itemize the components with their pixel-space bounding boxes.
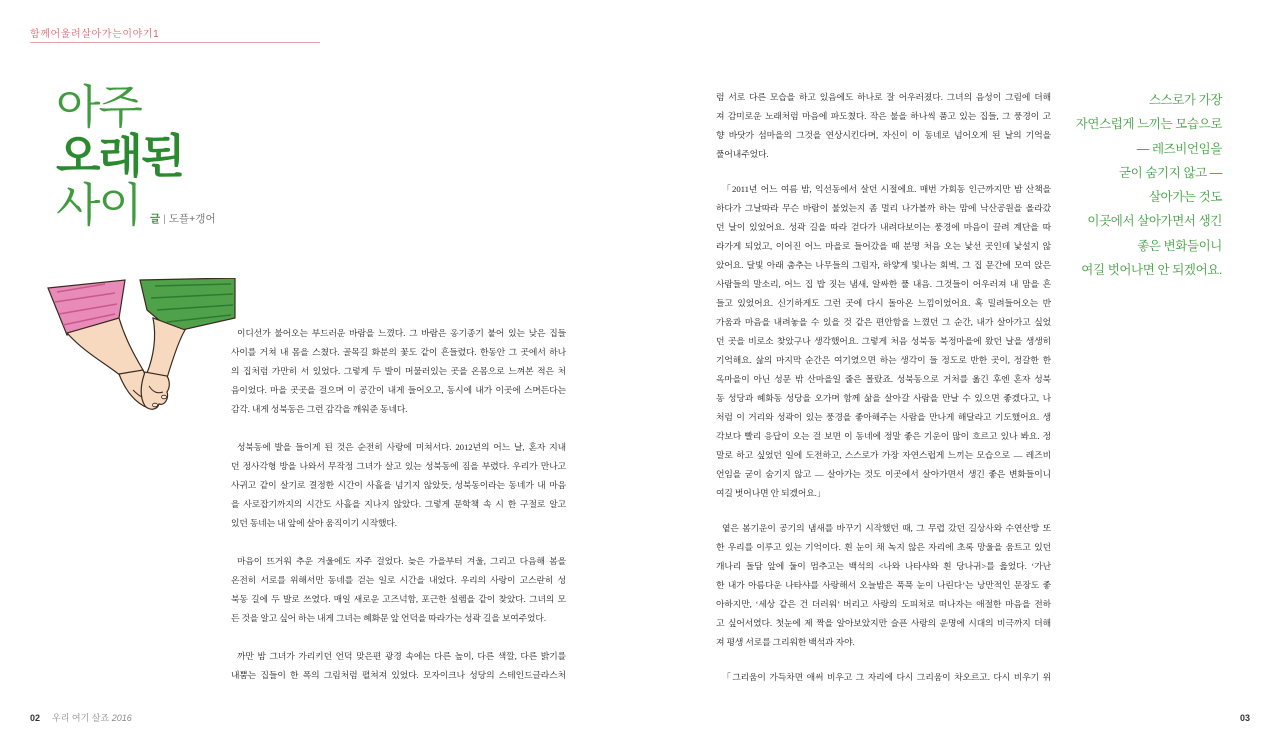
text-line: 있던 동네는 내 앞에 살아 움직이기 시작했다. — [231, 518, 397, 528]
paragraph — [716, 88, 1051, 164]
text-line: 마음이 뜨거워 추운 겨울에도 자주 걸었다. 늦은 가을부터 겨울, 그리고 다음해 봄을 — [237, 556, 566, 566]
text-line: 사귀고 같이 살기로 결정한 시간이 사흘을 넘기지 않았듯, 성북동이라는 동네가 내 마음 — [231, 480, 566, 490]
pull-quote — [1040, 88, 1222, 282]
publication-title: 우리 여기 살죠 — [52, 713, 110, 723]
text-line: 사람들의 말소리, 어느 집 밥 짓는 냄새, 알싸한 풀 내음. 그것들이 어우러져 내 맘을 흔 — [716, 279, 1051, 289]
text-line: 감각. 내게 성북동은 그런 감각을 깨워준 동네다. — [231, 404, 408, 414]
left-column — [231, 324, 566, 685]
text-line: 기억해요. 삶의 마지막 순간은 여기였으면 하는 생각이 들 정도로 반한 곳이, 정갈한 한 — [716, 355, 1051, 365]
text-line: 져 감미로운 노래처럼 마음에 파도쳤다. 작은 불을 하나씩 품고 있는 집들, 그 풍경이 고 — [716, 111, 1051, 121]
byline-separator: | — [163, 213, 166, 225]
text-line: 내뿜는 집들이 한 폭의 그림처럼 펼쳐져 있었다. 모자이크나 성당의 스테인드글라스처 — [231, 670, 566, 680]
text-line: 처럼 이 거리와 성곽이 있는 풍경을 좋아해주는 사람을 만나게 해달라고 기도했어요. 생 — [716, 412, 1051, 422]
linked-pinky-fingers-illustration — [45, 278, 240, 416]
text-line: 럼 서로 다른 모습을 하고 있음에도 하나로 잘 어우러졌다. 그녀의 음성이 그림에 더해 — [716, 92, 1051, 102]
section-label: 함께어울려살아가는이야기1 — [30, 29, 160, 40]
text-line: 음이었다. 마을 곳곳을 걸으며 이 공간이 내게 들어오고, 동시에 내가 이곳에 스며든다는 — [231, 385, 566, 395]
title-line-2: 오래된 — [56, 130, 184, 182]
byline — [150, 212, 216, 226]
paragraph — [231, 438, 566, 533]
title-line-1: 아주 — [56, 81, 141, 133]
byline-label: 글 — [150, 213, 161, 225]
pull-quote-line: 이곳에서 살아가면서 생긴 — [1087, 214, 1222, 229]
text-line: 든 것을 알고 싶어 하는 내게 그녀는 혜화문 앞 언덕을 따라가는 성곽 길을 보여주었다. — [231, 613, 546, 623]
text-line: 을 사로잡기까지의 시간도 사흘을 지나지 않았다. 그렇게 문학책 속 시 한 구절로 알고 — [231, 499, 566, 509]
pull-quote-line: 여길 벗어나면 안 되겠어요. — [1081, 263, 1222, 278]
pull-quote-line: 좋은 변화들이니 — [1137, 238, 1222, 253]
text-line: 「2011년 어느 여름 밤, 익선동에서 살던 시절에요. 매번 가회동 인근까지만 밤 산책을 — [722, 184, 1051, 194]
text-line: 았어요. 달빛 아래 춤추는 나무들의 그림자, 하얗게 빛나는 회벽, 그 집 문간에 모여 앉은 — [716, 260, 1051, 270]
text-line: 의 집처럼 가만히 서 있었다. 그렇게 두 발이 머물러있는 곳을 온몸으로 느껴본 적은 처 — [231, 366, 566, 376]
text-line: 아하지만, ‘세상 같은 건 더러워’ 버리고 사랑의 도피처로 떠나자는 애절한 마음을 전하 — [716, 599, 1051, 609]
pull-quote-line: 살아가는 것도 — [1148, 190, 1222, 205]
byline-author: 도플+갱어 — [168, 213, 216, 225]
pull-quote-line: — 레즈비언임을 — [1136, 141, 1222, 156]
text-line: 개나리 돌담 앞에 둘이 멈추고는 백석의 <나와 나타샤와 흰 당나귀>를 읊었다. ‘가난 — [716, 561, 1051, 571]
text-line: 각보다 빨리 응답이 오는 걸 보면 이 동네에 정말 좋은 기운이 많이 흐르고 있나 봐요. 정 — [716, 431, 1051, 441]
text-line: 하다가 그날따라 무슨 바람이 불었는지 좀 멀리 나가볼까 하는 맘에 낙산공원을 올라갔 — [716, 203, 1051, 213]
paragraph — [231, 324, 566, 419]
right-page-number: 03 — [1240, 713, 1251, 723]
text-line: 성북동에 발을 들이게 된 것은 순전히 사랑에 미쳐서다. 2012년의 어느 날, 혼자 지내 — [237, 442, 566, 452]
text-line: 북동 길에 두 발로 쓰였다. 매일 새로운 고즈넉함, 포근한 설렘을 같이 찾았다. 그녀의 모 — [231, 594, 566, 604]
text-line: 라가게 되었고, 이어진 어느 마을로 들어갔을 때 분명 처음 오는 낯선 곳인데 낯설지 않 — [716, 241, 1051, 251]
text-line: 「그리움이 가득차면 애써 비우고 그 자리에 다시 그리움이 차오르고. 다시 비우기 위 — [722, 672, 1051, 682]
text-line: 동 성당과 혜화동 성당을 오가며 함께 삶을 살아갈 사람을 만날 수 있으면 좋겠다고, 나 — [716, 393, 1051, 403]
left-page-number: 02 — [30, 713, 41, 723]
pull-quote-line: 스스로가 가장 — [1148, 93, 1222, 107]
text-line: 한 내가 아름다운 나타샤를 사랑해서 오늘밤은 푹푹 눈이 나린다’는 낭만적인 문장도 좋 — [716, 580, 1051, 590]
text-line: 언임을 굳이 숨기지 않고 — 살아가는 것도 이곳에서 살아가면서 생긴 좋은 변화들이니 — [716, 469, 1051, 479]
text-line: 던 날이 있었어요. 성곽 길을 따라 걷다가 내려다보이는 풍경에 마음이 끌려 계단을 따 — [716, 222, 1051, 232]
text-line: 던 곳을 비로소 찾았구나 생각했어요. 그렇게 처음 성북동 북정마을에 왔던 날을 생생히 — [716, 336, 1051, 346]
paragraph — [716, 180, 1051, 503]
footer-left — [30, 712, 132, 724]
text-line: 져 평생 서로를 그리워한 백석과 자야. — [716, 637, 855, 647]
paragraph — [716, 668, 1051, 687]
publication-year: 2016 — [111, 713, 132, 723]
text-line: 사이를 거쳐 내 몸을 스쳤다. 골목길 화분의 꽃도 같이 흔들렸다. 한동안 그 곳에서 하나 — [231, 347, 566, 357]
section-divider — [30, 42, 320, 43]
publication-name — [52, 713, 132, 723]
text-line: 한 우리를 이루고 있는 기억이다. 흰 눈이 채 녹지 않은 자리에 초록 망울을 움트고 있던 — [716, 542, 1051, 552]
text-line: 옥마을이 아닌 성문 밖 산마을일 줄은 몰랐죠. 성북동으로 거처를 옮긴 후엔 혼자 성북 — [716, 374, 1051, 384]
text-line: 온전히 서로를 위해서만 동네를 걷는 일로 시간을 내었다. 우리의 사랑이 고스란히 성 — [231, 575, 566, 585]
right-column — [716, 88, 1051, 687]
pull-quote-line: 자연스럽게 느끼는 모습으로 — [1075, 117, 1222, 132]
text-line: 고 싶어서였다. 첫눈에 제 짝을 알아보았지만 슬픈 사랑의 운명에 시대의 비극까지 더해 — [716, 618, 1051, 628]
text-line: 향 바닷가 섬마을의 그것을 연상시킨다며, 자신이 이 동네로 넘어오게 된 날의 기억을 — [716, 130, 1051, 140]
text-line: 말로 하고 싶었던 일에 도전하고, 스스로가 가장 자연스럽게 느끼는 모습으로 — 레즈비 — [716, 450, 1051, 460]
text-line: 까만 밤 그녀가 가리키던 언덕 맞은편 광경 속에는 다른 높이, 다른 색깔, 다른 밝기를 — [237, 651, 566, 661]
text-line: 여길 벗어나면 안 되겠어요.」 — [716, 488, 826, 498]
paragraph — [231, 647, 566, 685]
text-line: 옅은 봄기운이 공기의 냄새를 바꾸기 시작했던 때, 그 무렵 갔던 길상사와 수연산방 또 — [722, 523, 1051, 533]
title-line-3: 사이 — [56, 179, 141, 231]
text-line: 던 정사각형 방을 나와서 무작정 그녀가 살고 있는 성북동에 짐을 부렸다. 우리가 만나고 — [231, 461, 566, 471]
paragraph — [231, 552, 566, 628]
paragraph — [716, 519, 1051, 652]
pull-quote-line: 굳이 숨기지 않고 — — [1118, 165, 1222, 180]
text-line: 들고 있었어요. 신기하게도 그런 곳에 다시 돌아온 느낌이었어요. 혹 밀려들어오는 반 — [716, 298, 1051, 308]
text-line: 풀어내주었다. — [716, 149, 769, 159]
footer-right — [1240, 712, 1250, 724]
text-line: 가움과 마음을 내려놓을 수 있을 것 같은 편안함을 느꼈던 그 순간, 내가 살아가고 싶었 — [716, 317, 1051, 327]
text-line: 이디선가 불어오는 부드러운 바람을 느꼈다. 그 바람은 옹기종기 붙어 있는 낮은 집들 — [237, 328, 566, 338]
